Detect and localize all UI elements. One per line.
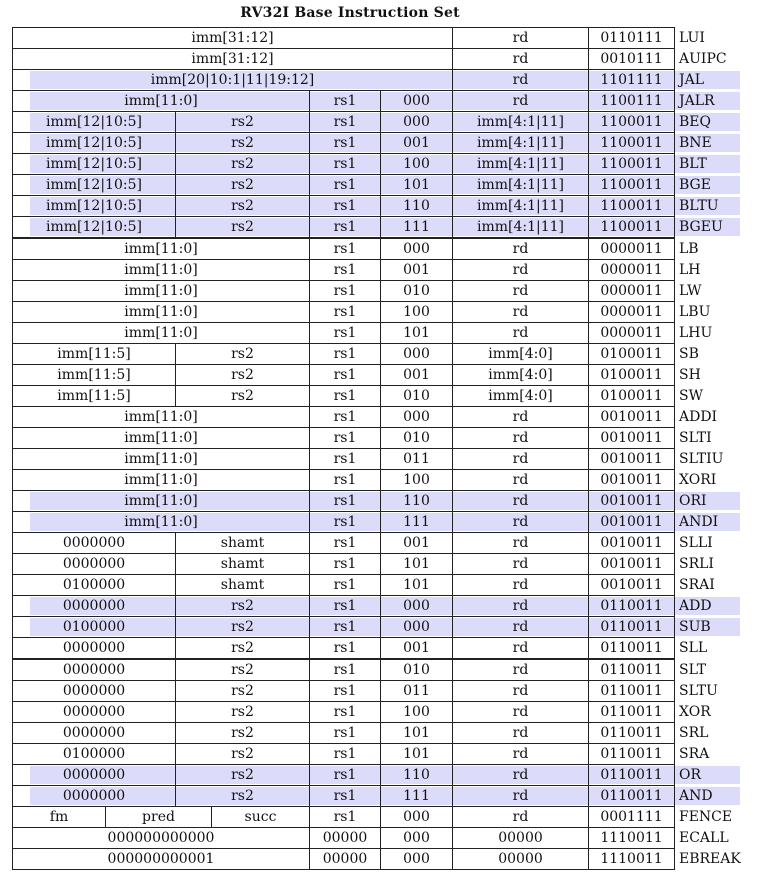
field-cell-lb: rd — [452, 238, 589, 260]
field-cell-ebreak: 00000 — [309, 848, 381, 870]
mnemonic-bge: BGE — [679, 177, 711, 194]
field-cell-xor: rs2 — [175, 701, 310, 723]
mnemonic-bne: BNE — [679, 135, 712, 152]
field-cell-sltu: rs1 — [309, 680, 381, 702]
field-cell-andi: 0010011 — [588, 511, 675, 533]
field-cell-xori: rs1 — [309, 469, 381, 491]
field-cell-lbu: imm[11:0] — [12, 301, 310, 323]
field-cell-blt: 100 — [380, 153, 453, 175]
field-cell-jal: 1101111 — [588, 69, 675, 91]
field-cell-addi: 000 — [380, 406, 453, 428]
mnemonic-beq: BEQ — [679, 114, 711, 131]
field-cell-sra: 0110011 — [588, 743, 675, 765]
field-cell-bne: rs1 — [309, 132, 381, 154]
field-cell-sw: imm[11:5] — [12, 385, 176, 407]
mnemonic-srl: SRL — [679, 724, 709, 741]
field-cell-add: 0000000 — [12, 595, 176, 617]
field-cell-xori: imm[11:0] — [12, 469, 310, 491]
field-cell-sll: rs1 — [309, 637, 381, 659]
field-cell-lh: 0000011 — [588, 259, 675, 281]
field-cell-ecall: 00000 — [309, 827, 381, 849]
field-cell-lb: 0000011 — [588, 238, 675, 260]
field-cell-lhu: rd — [452, 322, 589, 344]
field-cell-and: rs2 — [175, 785, 310, 807]
field-cell-ecall: 000000000000 — [12, 827, 310, 849]
field-cell-slt: rs2 — [175, 659, 310, 681]
field-cell-sll: rs2 — [175, 637, 310, 659]
field-cell-fence: 000 — [380, 806, 453, 828]
field-cell-lh: rd — [452, 259, 589, 281]
field-cell-or: 0110011 — [588, 764, 675, 786]
field-cell-and: rd — [452, 785, 589, 807]
field-cell-ori: rd — [452, 490, 589, 512]
field-cell-or: 110 — [380, 764, 453, 786]
field-cell-bgeu: imm[4:1|11] — [452, 216, 589, 238]
field-cell-jalr: 000 — [380, 90, 453, 112]
field-cell-andi: rd — [452, 511, 589, 533]
field-cell-xori: rd — [452, 469, 589, 491]
mnemonic-sll: SLL — [679, 640, 708, 657]
mnemonic-lw: LW — [679, 282, 702, 299]
field-cell-sub: 0100000 — [12, 616, 176, 638]
mnemonic-lb: LB — [679, 240, 699, 257]
field-cell-bltu: rs2 — [175, 195, 310, 217]
field-cell-bgeu: 1100011 — [588, 216, 675, 238]
field-cell-sh: 0100011 — [588, 364, 675, 386]
field-cell-lh: rs1 — [309, 259, 381, 281]
field-cell-slli: rd — [452, 532, 589, 554]
field-cell-lh: imm[11:0] — [12, 259, 310, 281]
field-cell-addi: rs1 — [309, 406, 381, 428]
field-cell-sll: rd — [452, 637, 589, 659]
field-cell-ori: 0010011 — [588, 490, 675, 512]
field-cell-bge: rs1 — [309, 174, 381, 196]
field-cell-bne: 001 — [380, 132, 453, 154]
field-cell-slti: rd — [452, 427, 589, 449]
mnemonic-jalr: JALR — [679, 93, 715, 110]
field-cell-ori: rs1 — [309, 490, 381, 512]
field-cell-beq: rs2 — [175, 111, 310, 133]
field-cell-auipc: 0010111 — [588, 48, 675, 70]
field-cell-sltiu: 0010011 — [588, 448, 675, 470]
field-cell-slli: 0000000 — [12, 532, 176, 554]
field-cell-sb: imm[11:5] — [12, 343, 176, 365]
field-cell-lui: imm[31:12] — [12, 27, 453, 49]
field-cell-bgeu: rs2 — [175, 216, 310, 238]
field-cell-sw: 010 — [380, 385, 453, 407]
field-cell-sw: rs1 — [309, 385, 381, 407]
field-cell-jalr: rs1 — [309, 90, 381, 112]
field-cell-lhu: 101 — [380, 322, 453, 344]
field-cell-sub: rd — [452, 616, 589, 638]
field-cell-or: rs2 — [175, 764, 310, 786]
field-cell-bne: imm[12|10:5] — [12, 132, 176, 154]
field-cell-sra: 101 — [380, 743, 453, 765]
field-cell-and: rs1 — [309, 785, 381, 807]
field-cell-slt: 0000000 — [12, 659, 176, 681]
field-cell-sub: 0110011 — [588, 616, 675, 638]
field-cell-lw: 0000011 — [588, 280, 675, 302]
field-cell-lb: imm[11:0] — [12, 238, 310, 260]
field-cell-srli: 0010011 — [588, 553, 675, 575]
field-cell-sw: 0100011 — [588, 385, 675, 407]
field-cell-sltiu: rs1 — [309, 448, 381, 470]
field-cell-bne: imm[4:1|11] — [452, 132, 589, 154]
field-cell-sb: 0100011 — [588, 343, 675, 365]
field-cell-add: rs2 — [175, 595, 310, 617]
mnemonic-srli: SRLI — [679, 556, 714, 573]
field-cell-beq: 1100011 — [588, 111, 675, 133]
field-cell-srai: 0100000 — [12, 574, 176, 596]
mnemonic-srai: SRAI — [679, 577, 715, 594]
field-cell-addi: imm[11:0] — [12, 406, 310, 428]
mnemonic-sw: SW — [679, 387, 703, 404]
field-cell-jalr: rd — [452, 90, 589, 112]
mnemonic-lhu: LHU — [679, 324, 713, 341]
field-cell-ecall: 00000 — [452, 827, 589, 849]
field-cell-sltiu: 011 — [380, 448, 453, 470]
field-cell-slti: 010 — [380, 427, 453, 449]
field-cell-bltu: imm[4:1|11] — [452, 195, 589, 217]
field-cell-sltu: rs2 — [175, 680, 310, 702]
mnemonic-sub: SUB — [679, 619, 711, 636]
field-cell-blt: imm[4:1|11] — [452, 153, 589, 175]
field-cell-jal: rd — [452, 69, 589, 91]
field-cell-lw: rd — [452, 280, 589, 302]
mnemonic-xor: XOR — [679, 703, 711, 720]
field-cell-xor: 0110011 — [588, 701, 675, 723]
field-cell-lh: 001 — [380, 259, 453, 281]
field-cell-and: 0000000 — [12, 785, 176, 807]
field-cell-ecall: 1110011 — [588, 827, 675, 849]
field-cell-blt: 1100011 — [588, 153, 675, 175]
field-cell-lhu: rs1 — [309, 322, 381, 344]
field-cell-srl: rs2 — [175, 722, 310, 744]
field-cell-slt: 0110011 — [588, 659, 675, 681]
field-cell-and: 0110011 — [588, 785, 675, 807]
field-cell-fence: rs1 — [309, 806, 381, 828]
field-cell-bge: 1100011 — [588, 174, 675, 196]
field-cell-bne: rs2 — [175, 132, 310, 154]
field-cell-lbu: rd — [452, 301, 589, 323]
field-cell-xor: 0000000 — [12, 701, 176, 723]
field-cell-ori: imm[11:0] — [12, 490, 310, 512]
field-cell-srl: 0110011 — [588, 722, 675, 744]
field-cell-sra: rd — [452, 743, 589, 765]
field-cell-xori: 100 — [380, 469, 453, 491]
mnemonic-blt: BLT — [679, 156, 707, 173]
mnemonic-sh: SH — [679, 366, 701, 383]
field-cell-lb: 000 — [380, 238, 453, 260]
field-cell-jal: imm[20|10:1|11|19:12] — [12, 69, 453, 91]
field-cell-bltu: imm[12|10:5] — [12, 195, 176, 217]
field-cell-sw: rs2 — [175, 385, 310, 407]
field-cell-addi: 0010011 — [588, 406, 675, 428]
field-cell-blt: imm[12|10:5] — [12, 153, 176, 175]
mnemonic-slt: SLT — [679, 661, 707, 678]
field-cell-srai: rs1 — [309, 574, 381, 596]
field-cell-lw: 010 — [380, 280, 453, 302]
field-cell-srai: shamt — [175, 574, 310, 596]
mnemonic-sltu: SLTU — [679, 682, 718, 699]
mnemonic-slli: SLLI — [679, 535, 713, 552]
field-cell-sw: imm[4:0] — [452, 385, 589, 407]
field-cell-sll: 0110011 — [588, 637, 675, 659]
mnemonic-ecall: ECALL — [679, 829, 729, 846]
field-cell-andi: rs1 — [309, 511, 381, 533]
field-cell-srli: shamt — [175, 553, 310, 575]
mnemonic-andi: ANDI — [679, 514, 719, 531]
field-cell-srli: rd — [452, 553, 589, 575]
field-cell-slli: rs1 — [309, 532, 381, 554]
field-cell-xori: 0010011 — [588, 469, 675, 491]
field-cell-lbu: 100 — [380, 301, 453, 323]
field-cell-lui: rd — [452, 27, 589, 49]
field-cell-beq: 000 — [380, 111, 453, 133]
field-cell-bge: 101 — [380, 174, 453, 196]
field-cell-jalr: imm[11:0] — [12, 90, 310, 112]
field-cell-slti: imm[11:0] — [12, 427, 310, 449]
field-cell-lbu: 0000011 — [588, 301, 675, 323]
field-cell-auipc: imm[31:12] — [12, 48, 453, 70]
field-cell-srli: rs1 — [309, 553, 381, 575]
field-cell-slt: rs1 — [309, 659, 381, 681]
mnemonic-xori: XORI — [679, 472, 717, 489]
field-cell-andi: imm[11:0] — [12, 511, 310, 533]
field-cell-sb: imm[4:0] — [452, 343, 589, 365]
field-cell-bge: rs2 — [175, 174, 310, 196]
field-cell-sh: imm[4:0] — [452, 364, 589, 386]
field-cell-xor: rs1 — [309, 701, 381, 723]
mnemonic-bltu: BLTU — [679, 198, 719, 215]
field-cell-srl: 101 — [380, 722, 453, 744]
field-cell-slti: 0010011 — [588, 427, 675, 449]
field-cell-sub: rs1 — [309, 616, 381, 638]
mnemonic-ori: ORI — [679, 493, 707, 510]
field-cell-sb: rs2 — [175, 343, 310, 365]
field-cell-sltu: rd — [452, 680, 589, 702]
mnemonic-auipc: AUIPC — [679, 51, 727, 68]
field-cell-srl: rs1 — [309, 722, 381, 744]
field-cell-sh: 001 — [380, 364, 453, 386]
field-cell-blt: rs1 — [309, 153, 381, 175]
field-cell-xor: rd — [452, 701, 589, 723]
field-cell-beq: imm[4:1|11] — [452, 111, 589, 133]
field-cell-slli: 001 — [380, 532, 453, 554]
field-cell-srai: rd — [452, 574, 589, 596]
field-cell-jalr: 1100111 — [588, 90, 675, 112]
field-cell-sll: 0000000 — [12, 637, 176, 659]
field-cell-bge: imm[4:1|11] — [452, 174, 589, 196]
field-cell-sh: imm[11:5] — [12, 364, 176, 386]
field-cell-srai: 0010011 — [588, 574, 675, 596]
field-cell-bltu: 110 — [380, 195, 453, 217]
field-cell-blt: rs2 — [175, 153, 310, 175]
mnemonic-sb: SB — [679, 345, 699, 362]
field-cell-add: rd — [452, 595, 589, 617]
mnemonic-sra: SRA — [679, 745, 710, 762]
field-cell-sra: 0100000 — [12, 743, 176, 765]
field-cell-ecall: 000 — [380, 827, 453, 849]
field-cell-fence: rd — [452, 806, 589, 828]
field-cell-xor: 100 — [380, 701, 453, 723]
field-cell-ebreak: 00000 — [452, 848, 589, 870]
field-cell-auipc: rd — [452, 48, 589, 70]
mnemonic-slti: SLTI — [679, 429, 712, 446]
field-cell-sltu: 011 — [380, 680, 453, 702]
field-cell-srl: rd — [452, 722, 589, 744]
field-cell-sltu: 0110011 — [588, 680, 675, 702]
field-cell-srli: 101 — [380, 553, 453, 575]
field-cell-srai: 101 — [380, 574, 453, 596]
field-cell-lui: 0110111 — [588, 27, 675, 49]
field-cell-sltiu: imm[11:0] — [12, 448, 310, 470]
field-cell-add: rs1 — [309, 595, 381, 617]
field-cell-or: 0000000 — [12, 764, 176, 786]
field-cell-addi: rd — [452, 406, 589, 428]
field-cell-sltu: 0000000 — [12, 680, 176, 702]
field-cell-bgeu: rs1 — [309, 216, 381, 238]
field-cell-ebreak: 000 — [380, 848, 453, 870]
field-cell-srl: 0000000 — [12, 722, 176, 744]
field-cell-bne: 1100011 — [588, 132, 675, 154]
field-cell-or: rs1 — [309, 764, 381, 786]
field-cell-bltu: 1100011 — [588, 195, 675, 217]
field-cell-slti: rs1 — [309, 427, 381, 449]
field-cell-lw: rs1 — [309, 280, 381, 302]
field-cell-lhu: 0000011 — [588, 322, 675, 344]
mnemonic-lh: LH — [679, 261, 701, 278]
mnemonic-lui: LUI — [679, 30, 705, 47]
field-cell-andi: 111 — [380, 511, 453, 533]
field-cell-bgeu: 111 — [380, 216, 453, 238]
field-cell-ebreak: 000000000001 — [12, 848, 310, 870]
field-cell-sh: rs1 — [309, 364, 381, 386]
field-cell-fence: fm — [12, 806, 106, 828]
field-cell-slli: 0010011 — [588, 532, 675, 554]
field-cell-add: 0110011 — [588, 595, 675, 617]
field-cell-or: rd — [452, 764, 589, 786]
field-cell-sltiu: rd — [452, 448, 589, 470]
field-cell-beq: imm[12|10:5] — [12, 111, 176, 133]
field-cell-bge: imm[12|10:5] — [12, 174, 176, 196]
field-cell-fence: succ — [211, 806, 310, 828]
field-cell-slli: shamt — [175, 532, 310, 554]
field-cell-sra: rs2 — [175, 743, 310, 765]
field-cell-sb: rs1 — [309, 343, 381, 365]
field-cell-sra: rs1 — [309, 743, 381, 765]
field-cell-sub: 000 — [380, 616, 453, 638]
field-cell-fence: pred — [105, 806, 212, 828]
mnemonic-addi: ADDI — [679, 408, 718, 425]
mnemonic-jal: JAL — [679, 72, 705, 89]
field-cell-and: 111 — [380, 785, 453, 807]
field-cell-lhu: imm[11:0] — [12, 322, 310, 344]
field-cell-beq: rs1 — [309, 111, 381, 133]
mnemonic-ebreak: EBREAK — [679, 850, 741, 867]
field-cell-sh: rs2 — [175, 364, 310, 386]
table-title: RV32I Base Instruction Set — [240, 5, 460, 21]
field-cell-bgeu: imm[12|10:5] — [12, 216, 176, 238]
mnemonic-add: ADD — [679, 598, 712, 615]
mnemonic-and: AND — [679, 787, 713, 804]
field-cell-sb: 000 — [380, 343, 453, 365]
field-cell-srli: 0000000 — [12, 553, 176, 575]
mnemonic-fence: FENCE — [679, 808, 733, 825]
mnemonic-or: OR — [679, 766, 702, 783]
field-cell-ori: 110 — [380, 490, 453, 512]
field-cell-ebreak: 1110011 — [588, 848, 675, 870]
field-cell-lw: imm[11:0] — [12, 280, 310, 302]
field-cell-sub: rs2 — [175, 616, 310, 638]
field-cell-slt: 010 — [380, 659, 453, 681]
field-cell-fence: 0001111 — [588, 806, 675, 828]
mnemonic-bgeu: BGEU — [679, 219, 723, 236]
mnemonic-lbu: LBU — [679, 303, 711, 320]
field-cell-add: 000 — [380, 595, 453, 617]
field-cell-slt: rd — [452, 659, 589, 681]
field-cell-bltu: rs1 — [309, 195, 381, 217]
field-cell-sll: 001 — [380, 637, 453, 659]
field-cell-lbu: rs1 — [309, 301, 381, 323]
field-cell-lb: rs1 — [309, 238, 381, 260]
mnemonic-sltiu: SLTIU — [679, 451, 724, 468]
